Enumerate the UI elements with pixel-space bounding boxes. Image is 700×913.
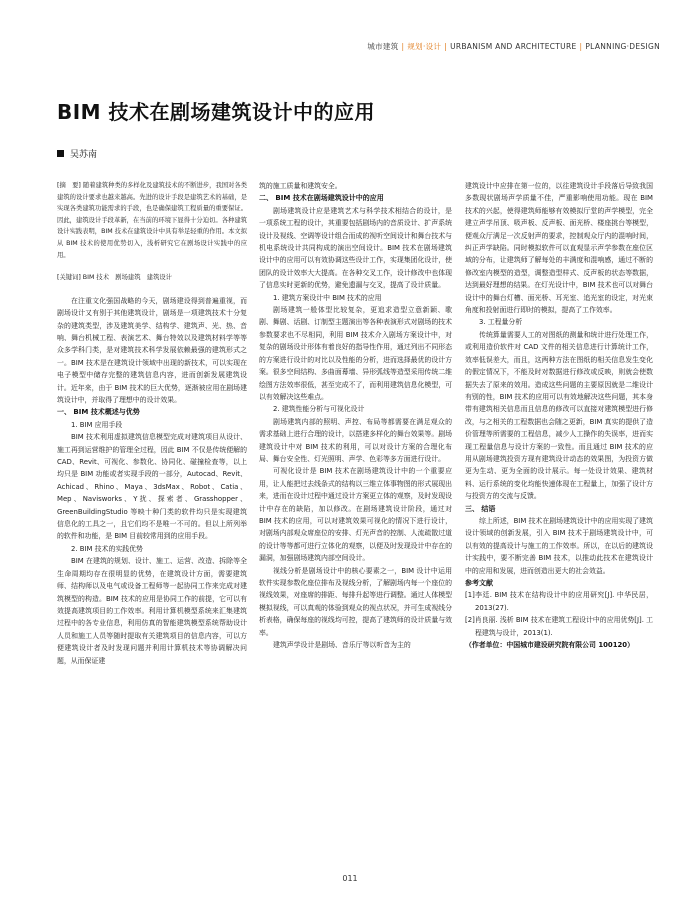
- section-heading-2: 二、 BIM 技术在剧场建筑设计中的应用: [259, 194, 384, 203]
- author-name: 吴苏南: [70, 150, 98, 160]
- paragraph: 视线分析是剧场设计中的核心要素之一，BIM 设计中运用软件实现参数化座位排布及视线分析，了解剧场内每一个座位的视线效果，对座席的排距、每排升起等进行调整。通过人体模型模拟视线，可以真观的体验到观众的视点状况，并可生成视线分析表格，确保每座的视线均可控，提高了建筑师的设计质量与效率。: [259, 566, 452, 637]
- reference-item: [1]李廷. BIM 技术在结构设计中的应用研究[J]. 中华民居，2013(27).: [465, 591, 653, 612]
- section-heading-1: 一、 BIM 技术概述与优势: [57, 408, 140, 417]
- paragraph: 建筑设计中应排在第一位的，以往建筑设计手段落后导致我国多数现状剧场声学质量不佳，严重影响使用功能。现在 BIM 技术的兴起，使得建筑师能够有效模拟厅堂的声学模型，完全建立声学吊顶、吸声板、反声板、面光桥、楼座挑台等模型，便观众厅满足一次反射声的要求，控制观众厅内的混响时间，纠正声学缺陷。同时模拟软件可以直观显示声学参数在座位区域的分布，让建筑师了解每处的丰满度和混响感，通过不断的修改室内模型的造型，调整造型样式、反声板的状态等数据，达到最好理想的结果。在灯光设计中，BIM 技术也可以对舞台设计中的舞台灯槽、面光桥、耳光室、追光室的设定，对光束角度和投射面进行即时的模拟，提高了工作效率。: [465, 182, 653, 315]
- column-2: [259, 180, 452, 651]
- header-section: 城市建筑: [367, 42, 399, 51]
- reference-item: [2]肖良丽. 浅析 BIM 技术在建筑工程设计中的应用优势[J]. 工程建筑与设计，2013(1).: [465, 616, 653, 637]
- paragraph: BIM 在建筑的规划、设计、施工、运营、改造、拆除等全生命周期均存在很明显的优势，在建筑设计方面，需要建筑师、结构师以及电气或设备工程师等一起协同工作来完成对建筑模型的构造。BIM 技术的应用是协同工作的前提，它可以有效提高建筑项目的工作效率。利用计算机模型系统来汇集建筑过程中的各专业信息，利用仿真的智能建筑模型系统帮助设计人员和施工人员等随时提取有关建筑项目的信息内容，可以方便建筑设计者及时发现问题并利用计算机技术等协调解决问题，从而保证建: [57, 557, 247, 665]
- references-heading: 参考文献: [465, 579, 493, 587]
- paragraph: 剧场建筑设计应是建筑艺术与科学技术相结合的设计，是一项系统工程的设计，其重要包括剧场内的音质设计、扩声系统设计及视线、空调等设计组合而成的视听空间设计和舞台技术与机电系统设计共同构成的演出空间设计。BIM 技术在剧场建筑设计中的应用可以有效协调这些设计工作，实现集团化设计，使团队的设计效率大大提高。在各种交叉工作，设计修改中也体现了信息实时更新的优势，避免遗漏与交叉，提高了设计质量。: [259, 206, 452, 290]
- subsection-heading: 1. BIM 应用手段: [71, 420, 123, 429]
- header-separator: |: [579, 42, 583, 51]
- section-heading-3: 三、 结语: [465, 504, 496, 513]
- article-title: BIM 技术在剧场建筑设计中的应用: [57, 100, 376, 124]
- paragraph: 传统算量需要人工的对图纸的测量和统计进行处理工作，或利用造价软件对 CAD 文件的相关信息进行计算统计工作，效率低误差大，而且，这两种方法在图纸的相关信息发生变化的假定情况下，不能及时对数据进行修改或反映，则就会使数据失去了原来的效用。造成这些问题的主要原因就是二维设计有别的性，BIM 技术的应用可以有效地解决这些问题，其本身带有建筑相关信息而且信息的修改可以直接对建筑模型进行修改，与之相关的工程数据也会随之更新，BIM 真实的提供了造价管理等所需要的工程信息，减少人工操作的失误率，进而实现工程量信息与设计方案的一致性。而且通过 BIM 技术的应用从剧场建筑投资方现有建筑设计动态的效果图，为投资方做更为生动、更为全面的设计展示。每一处设计效果、建筑材料、运行系统的变化均能快速体现在工程量上，加强了设计方与投资方的交流与反馈。: [465, 330, 653, 501]
- subsection-heading: 1. 建筑方案设计中 BIM 技术的应用: [273, 293, 382, 302]
- subsection-heading: 3. 工程量分析: [479, 318, 523, 327]
- square-bullet-icon: [57, 150, 64, 157]
- abstract: [摘 要] 随着建筑种类的多样化及建筑技术的不断进步，我国对各类建筑的设计要求也越来越高。先进的设计手段是建筑艺术的基础，是实现各类建筑功能需求的手段，也是确保建筑工程质量的重要保证。因此，建筑设计手段革新，在当前的环境下显得十分迫切。各种建筑设计实践表明，BIM 技术在建筑设计中具有举足轻重的作用。本文拟从 BIM 技术的使用优势切入，浅析研究它在剧场设计实践中的应用。: [57, 182, 247, 259]
- header-section-en: PLANNING·DESIGN: [585, 42, 660, 51]
- subsection-heading: 2. 建筑性能分析与可视化设计: [273, 405, 365, 414]
- header-separator: |: [401, 42, 405, 51]
- paragraph: 剧场建筑内部的照明、声控、布局等都需要在满足观众的需求基础上进行合理的设计，以搭建多样化的舞台效果等。剧场建筑设计中对 BIM 技术的利用，可以对设计方案的合理化布局、舞台安全性、灯光照明、声学、色彩等多方面进行设计。: [259, 417, 452, 463]
- author-line: [57, 147, 97, 160]
- paragraph: BIM 技术利用虚拟建筑信息模型完成对建筑项目从设计、施工再到运营维护的管理全过程，因此 BIM 不仅是传统便解的 CAD、Revit、可视化、参数化、协同化、碰撞检查等，以上均只是 BIM 功能或者实现手段的一部分，Autocad、Revit、Achicad、Rhino、Maya、3dsMax、Robot、Catia、Mep、Navisworks、Y扰、探索者、Grasshopper、GreenBuildingStudio 等映十种门类的软件均只是实现建筑信息化的工具之一，且它们均不是唯一不可的。但以上所列举的软件和功能，是 BIM 目前较常用到的应用手段。: [57, 433, 247, 541]
- column-3: [465, 180, 653, 651]
- intro-paragraph: 在注重文化强国战略的今天，剧场建设得到普遍重视，而剧场设计又有别于其他建筑设计，剧场是一项建筑技术十分复杂的建筑类型，涉及建筑美学、结构学、建筑声、光、热、音响、舞台机械工程、表演艺术、舞台特效以及建筑材料学等等众多学科门类，是对建筑技术科学发展依赖最强的建筑形式之一。BIM 技术是在建筑设计领域中出现的新技术，可以实现在电子模型中储存完整的建筑信息内容，进而创新发展建筑设计。近年来，由于 BIM 技术的巨大优势，逐渐被应用在剧场建筑设计中，并取得了理想中的设计效果。: [57, 296, 247, 404]
- header-journal-en: URBANISM AND ARCHITECTURE: [450, 42, 577, 51]
- paragraph: 可视化设计是 BIM 技术在剧场建筑设计中的一个重要应用，让人能把过去线条式的结构以三维立体事物图的形式展现出来，进而在设计过程中通过设计方案更立体的观察，及时发现设计中存在的缺陷，加以修改。在剧场建筑设计阶段，通过对 BIM 技术的应用，可以对建筑效果可视化的情况下进行设计，对剧场内部观众席座位的安排、灯光声音的控制、人流疏散过道的设计等等都可进行立体化的观察，以便及时发现设计中存在的漏洞，加强剧场建筑内部空间设计。: [259, 467, 452, 563]
- paragraph: 剧场建筑一般体型比较复杂，更追求造型立意新颖、歌剧、舞剧、话剧、订制型主题演出等各种表演形式对剧场的技术参数要求也不尽相同，利用 BIM 技术介入剧场方案设计中，对复杂的剧场设计形体有着良好的指导性作用，通过列出不同形态的方案进行设计的对比以及性能的分析，进而选择最优的设计方案。很多空间结构、多曲面幕墙、异形弧线等造型采用传统二维绘图方法效率很低，甚至完成不了，而利用建筑信息化模型，可以有效解决这些难点。: [259, 306, 452, 401]
- paragraph: 建筑声学设计是剧场、音乐厅等以听音为主的: [273, 641, 411, 650]
- paragraph: 综上所述，BIM 技术在剧场建筑设计中的应用实现了建筑设计领域的创新发展，引入 BIM 技术于剧场建筑设计中，可以有效的提高设计与施工的工作效率。所以，在以后的建筑设计实践中，要不断完善 BIM 技术，以推动此技术在建筑设计中的应用和发展，进而创造出更大的社会效益。: [465, 516, 653, 575]
- subsection-heading: 2. BIM 技术的实践优势: [71, 544, 143, 553]
- page-number: 011: [342, 874, 358, 883]
- header-separator: |: [444, 42, 448, 51]
- author-affiliation: （作者单位：中国城市建设研究院有限公司 100120）: [465, 641, 634, 650]
- running-header: [367, 41, 660, 52]
- paragraph: 筑的施工质量和建筑安全。: [259, 182, 342, 190]
- header-subsection: 规划·设计: [407, 42, 442, 51]
- keywords: [关键词] BIM 技术 剧场建筑 建筑设计: [57, 274, 172, 282]
- column-1: [57, 180, 247, 667]
